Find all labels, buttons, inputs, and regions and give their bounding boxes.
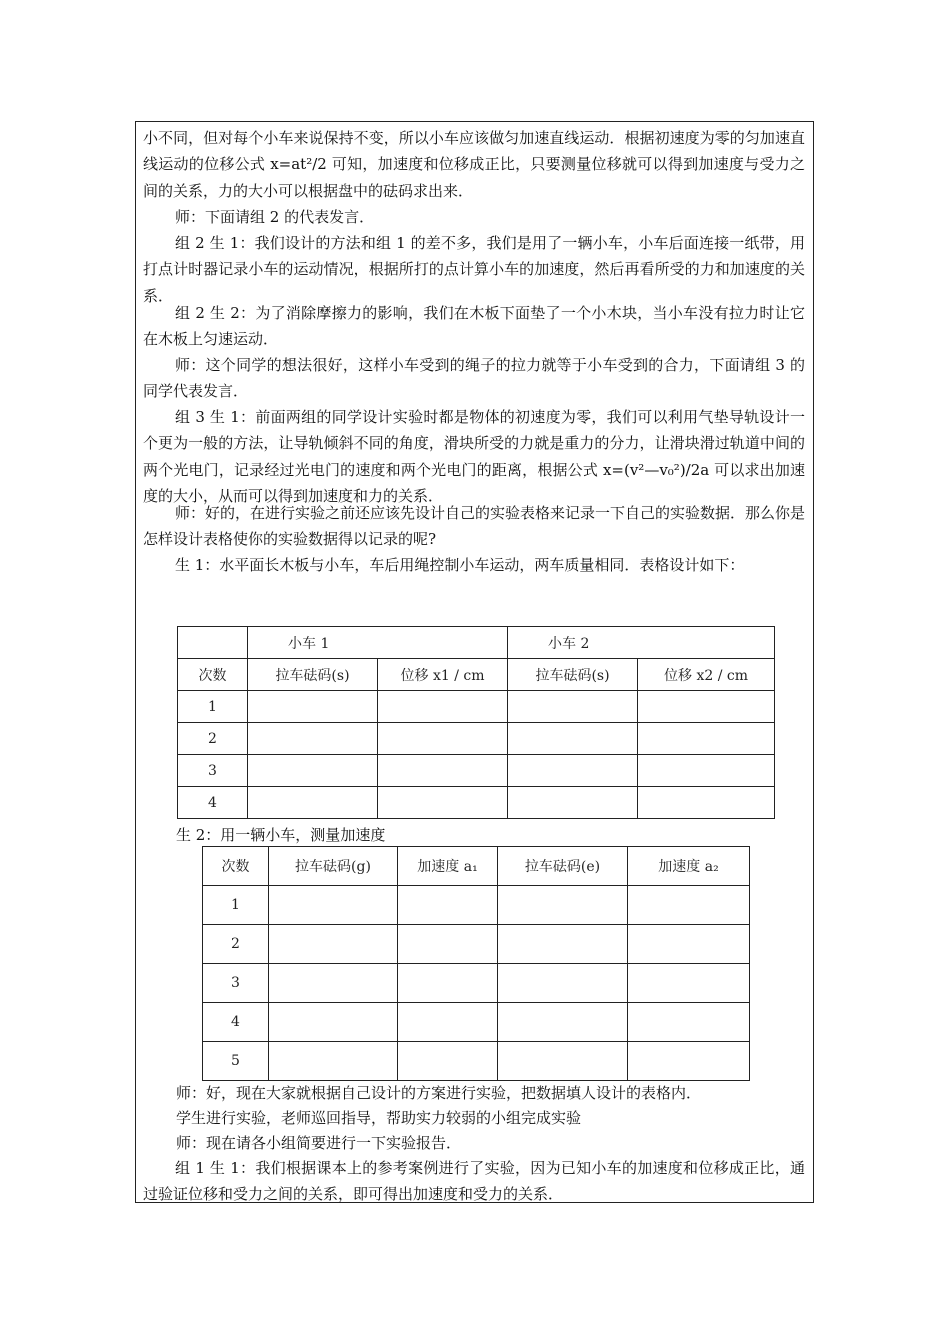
closing-line-2: 学生进行实验，老师巡回指导，帮助实力较弱的小组完成实验	[176, 1109, 582, 1127]
table-1-group-header: 小车 2	[508, 627, 775, 659]
row-index: 4	[203, 1003, 269, 1042]
row-index: 3	[178, 755, 248, 787]
table-row	[203, 964, 750, 1003]
table-1-header: 次数	[178, 659, 248, 691]
table-1-header: 拉车砝码(s)	[508, 659, 638, 691]
closing-line-3: 师：现在请各小组简要进行一下实验报告．	[176, 1134, 462, 1152]
table-2	[202, 846, 750, 1081]
table-1	[177, 626, 775, 819]
table-1-header: 位移 x2 / cm	[638, 659, 775, 691]
table-2-header: 次数	[203, 847, 269, 886]
paragraph-5: 师：这个同学的想法很好，这样小车受到的绳子的拉力就等于小车受到的合力，下面请组 3 的同学代表发言．	[143, 356, 805, 401]
row-index: 4	[178, 787, 248, 819]
table-2-header: 加速度 a₁	[398, 847, 498, 886]
table-1-header-row	[178, 659, 775, 691]
table-2-header: 拉车砝码(e)	[498, 847, 628, 886]
table-row	[178, 691, 775, 723]
row-index: 2	[178, 723, 248, 755]
table-row	[178, 787, 775, 819]
table-2-header-row	[203, 847, 750, 886]
paragraph-8: 生 1：水平面长木板与小车，车后用绳控制小车运动，两车质量相同．表格设计如下：	[175, 556, 745, 574]
closing-line-1: 师：好，现在大家就根据自己设计的方案进行实验，把数据填人设计的表格内．	[176, 1084, 702, 1102]
table-row	[203, 886, 750, 925]
table-2-header: 拉车砝码(g)	[269, 847, 398, 886]
row-index: 5	[203, 1042, 269, 1081]
paragraph-3: 组 2 生 1：我们设计的方法和组 1 的差不多，我们是用了一辆小车，小车后面连接一纸带，用打点计时器记录小车的运动情况，根据所打的点计算小车的加速度，然后再看所受的力和加速度的关系．	[143, 234, 805, 305]
row-index: 3	[203, 964, 269, 1003]
table-1-header: 拉车砝码(s)	[248, 659, 378, 691]
table-1-cell	[178, 627, 248, 659]
row-index: 1	[178, 691, 248, 723]
table-row	[178, 723, 775, 755]
table-row	[178, 755, 775, 787]
paragraph-1: 小不同，但对每个小车来说保持不变，所以小车应该做匀加速直线运动．根据初速度为零的匀加速直线运动的位移公式 x=at²/2 可知，加速度和位移成正比，只要测量位移就可以得到加速度与受力之间的关系，力的大小可以根据盘中的砝码求出来．	[143, 129, 805, 200]
table-1-group-header: 小车 1	[248, 627, 508, 659]
table-2-header: 加速度 a₂	[628, 847, 750, 886]
paragraph-6: 组 3 生 1：前面两组的同学设计实验时都是物体的初速度为零，我们可以利用气垫导轨设计一个更为一般的方法，让导轨倾斜不同的角度，滑块所受的力就是重力的分力，让滑块滑过轨道中间的两个光电门，记录经过光电门的速度和两个光电门的距离，根据公式 x=(v²—v₀²)/2a 可以求出加速度的大小，从而可以得到加速度和力的关系．	[143, 408, 805, 506]
paragraph-4: 组 2 生 2：为了消除摩擦力的影响，我们在木板下面垫了一个小木块，当小车没有拉力时让它在木板上匀速运动．	[143, 304, 805, 349]
table-row	[203, 925, 750, 964]
table-1-group-header-row	[178, 627, 775, 659]
table-row	[203, 1003, 750, 1042]
closing-paragraph: 组 1 生 1：我们根据课本上的参考案例进行了实验，因为已知小车的加速度和位移成正比，通过验证位移和受力之间的关系，即可得出加速度和受力的关系．	[143, 1159, 805, 1204]
paragraph-7: 师：好的，在进行实验之前还应该先设计自己的实验表格来记录一下自己的实验数据．那么你是怎样设计表格使你的实验数据得以记录的呢?	[143, 504, 806, 549]
table-row	[203, 1042, 750, 1081]
row-index: 1	[203, 886, 269, 925]
row-index: 2	[203, 925, 269, 964]
table-1-header: 位移 x1 / cm	[378, 659, 508, 691]
table-2-caption: 生 2：用一辆小车，测量加速度	[176, 826, 386, 844]
paragraph-2: 师：下面请组 2 的代表发言．	[175, 208, 375, 226]
